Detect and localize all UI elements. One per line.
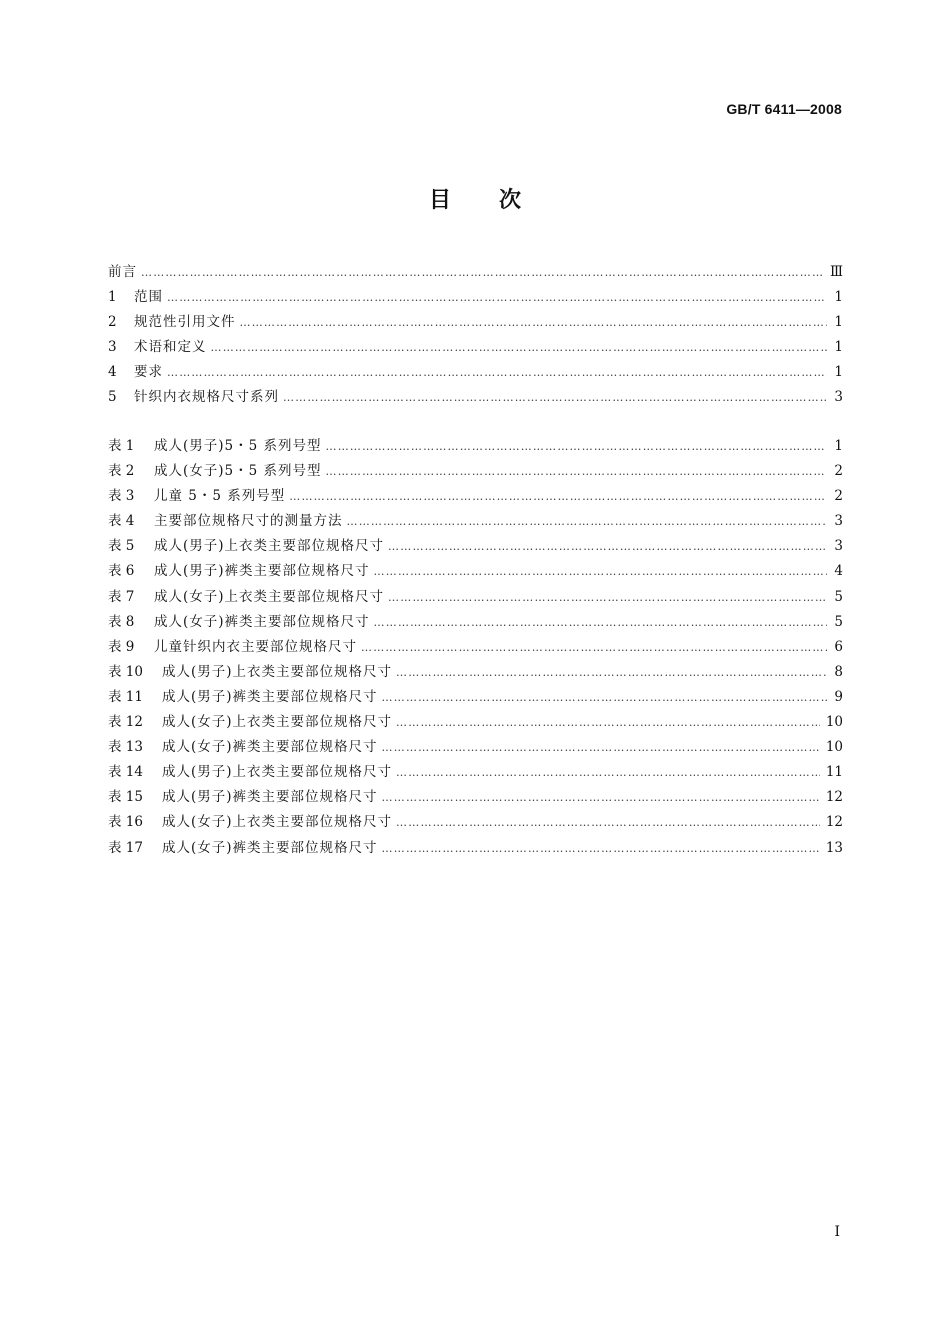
toc-entry-number: 表 4 — [108, 513, 135, 530]
toc-entry-label: 主要部位规格尺寸的测量方法 — [154, 513, 343, 530]
toc-dot-leader — [374, 559, 827, 584]
page-number: I — [834, 1224, 840, 1240]
toc-dot-leader — [388, 585, 827, 610]
toc-entry-label: 成人(女子)上衣类主要部位规格尺寸 — [154, 588, 385, 605]
toc-entry-table[interactable] — [108, 735, 843, 760]
toc-entry-number: 表 9 — [108, 638, 135, 655]
toc-entry-table[interactable] — [108, 434, 843, 459]
toc-dot-leader — [240, 310, 828, 335]
toc-dot-leader — [141, 260, 824, 285]
toc-entry-number: 表 6 — [108, 563, 135, 580]
toc-entry-number: 表 7 — [108, 588, 135, 605]
toc-dot-leader — [167, 360, 827, 385]
toc-entry-page: 3 — [834, 389, 843, 406]
toc-entry-page: 13 — [825, 839, 843, 856]
toc-entry-section[interactable] — [108, 385, 843, 410]
toc-entry-table[interactable] — [108, 635, 843, 660]
toc-entry-page: 5 — [834, 588, 843, 605]
toc-entry-number: 5 — [108, 389, 117, 406]
toc-dot-leader — [382, 735, 820, 760]
toc-entry-page: 12 — [825, 814, 843, 831]
toc-entry-table[interactable] — [108, 509, 843, 534]
toc-entry-label: 成人(男子)裤类主要部位规格尺寸 — [162, 789, 378, 806]
toc-dot-leader — [361, 635, 827, 660]
toc-entry-section[interactable] — [108, 335, 843, 360]
toc-entry-number: 表 2 — [108, 463, 135, 480]
toc-dot-leader — [211, 335, 828, 360]
toc-entry-label: 术语和定义 — [134, 339, 207, 356]
toc-entry-page: Ⅲ — [829, 264, 843, 280]
toc-entry-number: 表 5 — [108, 538, 135, 555]
toc-entry-page: 11 — [825, 764, 843, 781]
toc-dot-leader — [167, 285, 827, 310]
toc-entry-label: 规范性引用文件 — [134, 314, 236, 331]
toc-entry-page: 3 — [834, 538, 843, 555]
toc-entry-number: 4 — [108, 364, 117, 381]
toc-entry-number: 表 14 — [108, 764, 143, 781]
toc-entry-page: 10 — [825, 739, 843, 756]
toc-entry-label: 成人(女子)5・5 系列号型 — [154, 463, 322, 480]
toc-entry-page: 10 — [825, 714, 843, 731]
toc-entry-page: 1 — [834, 438, 843, 454]
toc-entry-table[interactable] — [108, 760, 843, 785]
toc-entry-label: 要求 — [134, 364, 163, 381]
toc-entry-number: 表 16 — [108, 814, 143, 831]
toc-entry-label: 成人(女子)裤类主要部位规格尺寸 — [162, 839, 378, 856]
toc-entry-section[interactable] — [108, 285, 843, 310]
toc-entry-page: 5 — [834, 613, 843, 630]
toc-entry-page: 2 — [834, 488, 843, 505]
toc-dot-leader — [289, 484, 827, 509]
toc-entry-label: 成人(女子)裤类主要部位规格尺寸 — [162, 739, 378, 756]
toc-entry-page: 4 — [834, 563, 843, 580]
toc-entry-foreword[interactable] — [108, 260, 843, 285]
toc-entry-table[interactable] — [108, 685, 843, 710]
toc-entry-table[interactable] — [108, 459, 843, 484]
toc-dot-leader — [396, 810, 820, 835]
toc-entry-table[interactable] — [108, 836, 843, 861]
toc-tables-list — [108, 434, 843, 861]
toc-entry-section[interactable] — [108, 360, 843, 385]
toc-entry-page: 3 — [834, 513, 843, 530]
toc-entry-label: 成人(女子)上衣类主要部位规格尺寸 — [162, 814, 393, 831]
toc-dot-leader — [396, 660, 827, 685]
toc-dot-leader — [283, 385, 827, 410]
toc-entry-label: 成人(女子)裤类主要部位规格尺寸 — [154, 613, 370, 630]
toc-entry-label: 成人(男子)上衣类主要部位规格尺寸 — [162, 663, 393, 680]
page-title: 目次 — [428, 188, 569, 213]
toc-entry-page: 8 — [834, 663, 843, 680]
toc-sections-list — [108, 260, 843, 411]
toc-entry-table[interactable] — [108, 559, 843, 584]
toc-entry-label: 范围 — [134, 289, 163, 306]
toc-dot-leader — [396, 710, 820, 735]
toc-dot-leader — [388, 534, 827, 559]
toc-entry-page: 9 — [834, 688, 843, 705]
toc-entry-table[interactable] — [108, 484, 843, 509]
toc-entry-label: 成人(男子)裤类主要部位规格尺寸 — [154, 563, 370, 580]
toc-entry-number: 表 15 — [108, 789, 143, 806]
toc-entry-number: 表 8 — [108, 613, 135, 630]
toc-entry-label: 成人(男子)上衣类主要部位规格尺寸 — [154, 538, 385, 555]
toc-entry-table[interactable] — [108, 534, 843, 559]
toc-dot-leader — [374, 610, 827, 635]
toc-dot-leader — [326, 434, 827, 459]
toc-entry-label: 成人(男子)上衣类主要部位规格尺寸 — [162, 764, 393, 781]
toc-entry-number: 表 13 — [108, 739, 143, 756]
toc-entry-table[interactable] — [108, 585, 843, 610]
toc-entry-page: 1 — [834, 339, 843, 356]
toc-entry-label: 成人(男子)5・5 系列号型 — [154, 438, 322, 454]
toc-dot-leader — [347, 509, 828, 534]
toc-entry-page: 1 — [834, 314, 843, 331]
toc-entry-table[interactable] — [108, 710, 843, 735]
toc-entry-number: 表 11 — [108, 688, 143, 705]
toc-entry-page: 1 — [834, 289, 843, 306]
toc-entry-label: 成人(女子)上衣类主要部位规格尺寸 — [162, 714, 393, 731]
toc-entry-number: 表 17 — [108, 839, 143, 856]
toc-entry-number: 表 10 — [108, 663, 143, 680]
toc-entry-label: 针织内衣规格尺寸系列 — [134, 389, 279, 406]
toc-entry-label: 儿童 5・5 系列号型 — [154, 488, 286, 505]
toc-entry-table[interactable] — [108, 785, 843, 810]
toc-entry-number: 表 3 — [108, 488, 135, 505]
toc-entry-label: 前言 — [108, 264, 137, 280]
toc-entry-label: 成人(男子)裤类主要部位规格尺寸 — [162, 688, 378, 705]
toc-entry-table[interactable] — [108, 660, 843, 685]
toc-entry-number: 表 1 — [108, 438, 135, 454]
toc-entry-number: 2 — [108, 314, 117, 331]
toc-entry-table[interactable] — [108, 810, 843, 835]
toc-dot-leader — [326, 459, 827, 484]
toc-entry-section[interactable] — [108, 310, 843, 335]
toc-dot-leader — [382, 836, 820, 861]
toc-entry-label: 儿童针织内衣主要部位规格尺寸 — [154, 638, 357, 655]
toc-entry-page: 1 — [834, 364, 843, 381]
toc-entry-number: 3 — [108, 339, 117, 356]
toc-entry-table[interactable] — [108, 610, 843, 635]
toc-entry-number: 1 — [108, 289, 117, 306]
toc-entry-page: 6 — [834, 638, 843, 655]
toc-dot-leader — [382, 785, 820, 810]
toc-entry-page: 2 — [834, 463, 843, 480]
toc-entry-number: 表 12 — [108, 714, 143, 731]
standard-number: GB/T 6411—2008 — [726, 101, 842, 117]
toc-dot-leader — [382, 685, 827, 710]
toc-dot-leader — [396, 760, 820, 785]
toc-entry-page: 12 — [825, 789, 843, 806]
